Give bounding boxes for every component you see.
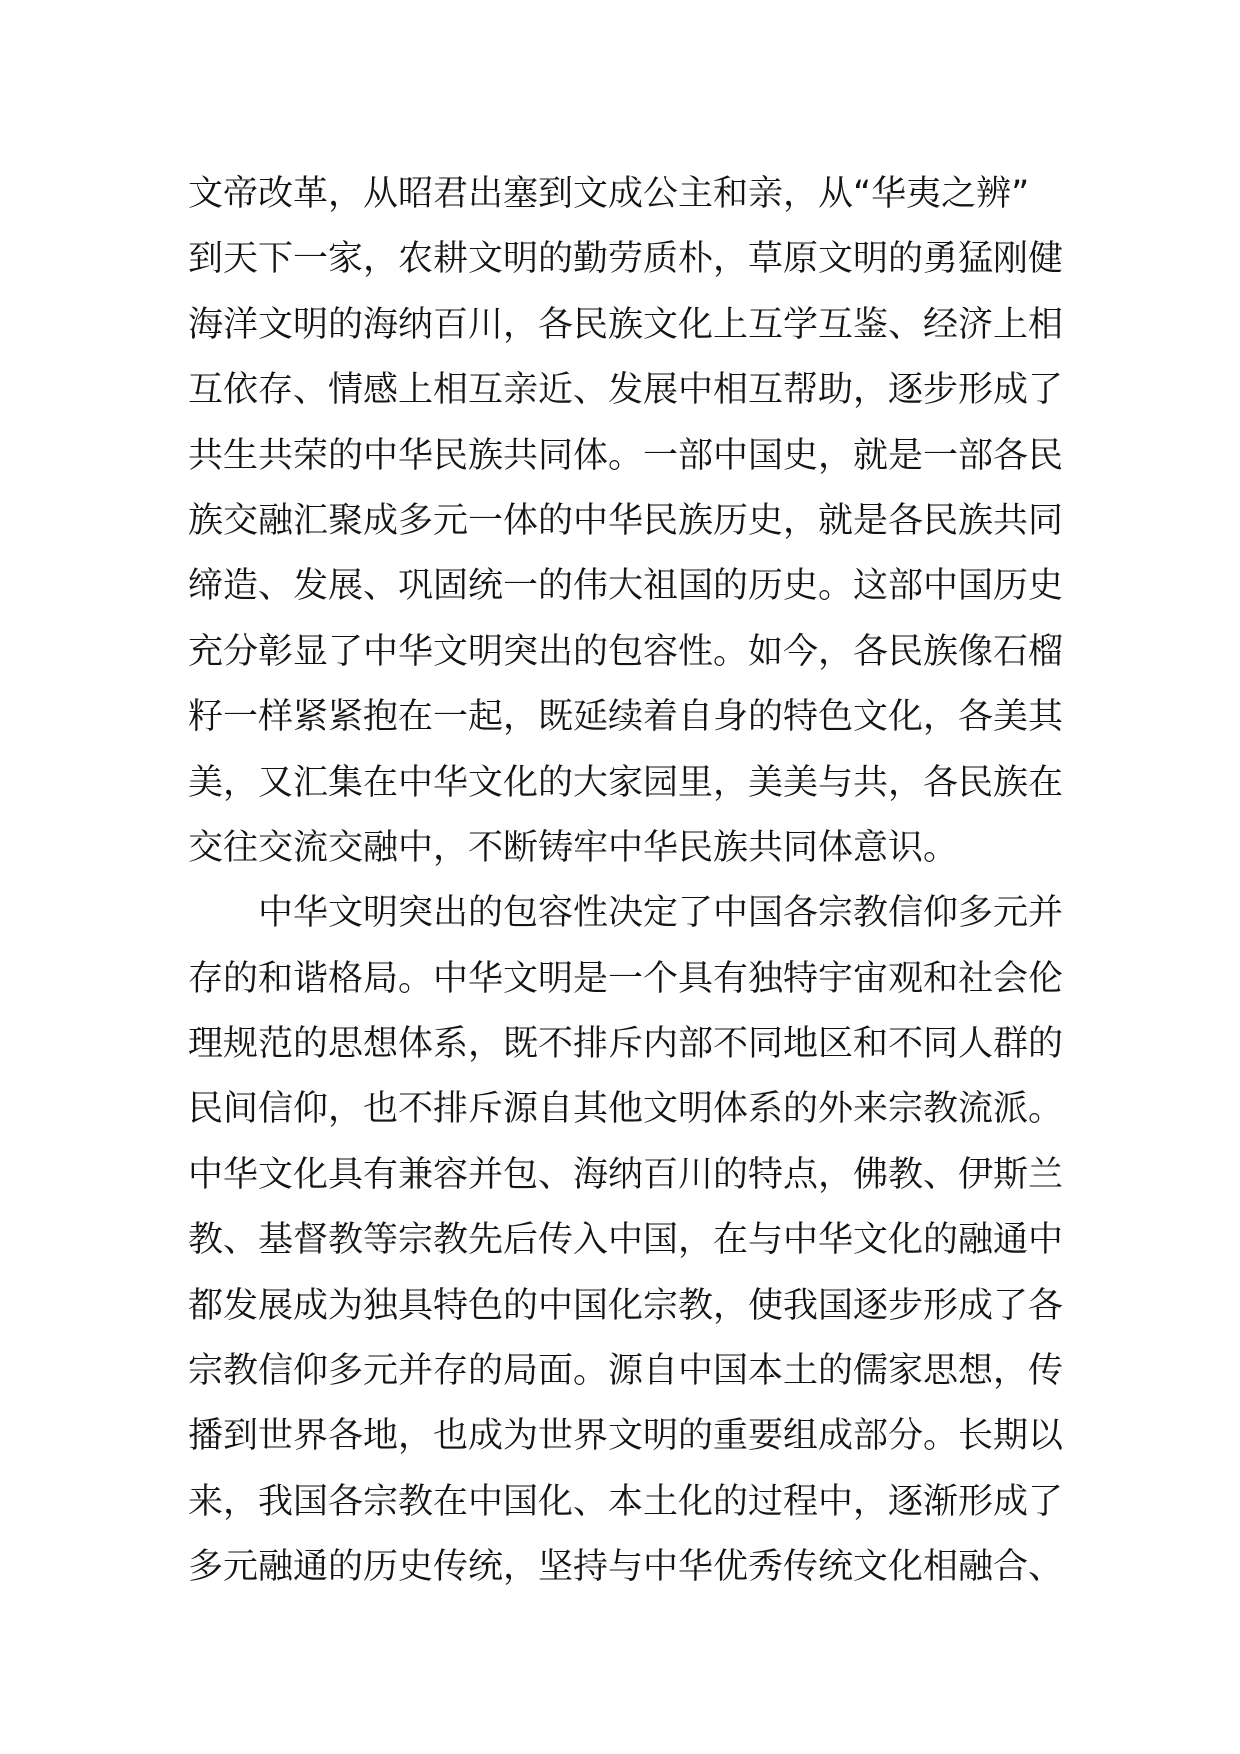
text-line: 美，又汇集在中华文化的大家园里，美美与共，各民族在 [188,762,1064,803]
text-line: 海洋文明的海纳百川，各民族文化上互学互鉴、经济上相 [188,304,1064,345]
text-line-indented: 中华文明突出的包容性决定了中国各宗教信仰多元并 [258,893,1064,934]
paragraph-2 [188,881,1064,1600]
text-line: 缔造、发展、巩固统一的伟大祖国的历史。这部中国历史 [188,566,1064,607]
text-line: 文帝改革，从昭君出塞到文成公主和亲，从“华夷之辨” [188,174,1030,214]
text-line: 教、基督教等宗教先后传入中国，在与中华文化的融通中 [188,1220,1064,1261]
text-line: 存的和谐格局。中华文明是一个具有独特宇宙观和社会伦 [188,958,1064,999]
text-line: 交往交流交融中，不断铸牢中华民族共同体意识。 [188,827,959,868]
text-line: 理规范的思想体系，既不排斥内部不同地区和不同人群的 [188,1024,1064,1065]
text-line: 民间信仰，也不排斥源自其他文明体系的外来宗教流派。 [188,1089,1064,1130]
text-line: 来，我国各宗教在中国化、本土化的过程中，逐渐形成了 [188,1481,1064,1522]
text-line: 到天下一家，农耕文明的勤劳质朴，草原文明的勇猛刚健 [188,239,1064,280]
text-line: 共生共荣的中华民族共同体。一部中国史，就是一部各民 [188,435,1064,476]
text-line: 多元融通的历史传统，坚持与中华优秀传统文化相融合、 [188,1547,1064,1588]
text-line: 宗教信仰多元并存的局面。源自中国本土的儒家思想，传 [188,1351,1064,1392]
text-line: 籽一样紧紧抱在一起，既延续着自身的特色文化，各美其 [188,697,1064,738]
text-line: 互依存、情感上相互亲近、发展中相互帮助，逐步形成了 [188,370,1064,411]
paragraph-1 [188,162,1064,881]
document-body [188,162,1064,1601]
text-line: 播到世界各地，也成为世界文明的重要组成部分。长期以 [188,1416,1064,1457]
text-line: 都发展成为独具特色的中国化宗教，使我国逐步形成了各 [188,1285,1064,1326]
text-line: 族交融汇聚成多元一体的中华民族历史，就是各民族共同 [188,500,1064,541]
text-line: 充分彰显了中华文明突出的包容性。如今，各民族像石榴 [188,631,1064,672]
text-line: 中华文化具有兼容并包、海纳百川的特点，佛教、伊斯兰 [188,1154,1064,1195]
